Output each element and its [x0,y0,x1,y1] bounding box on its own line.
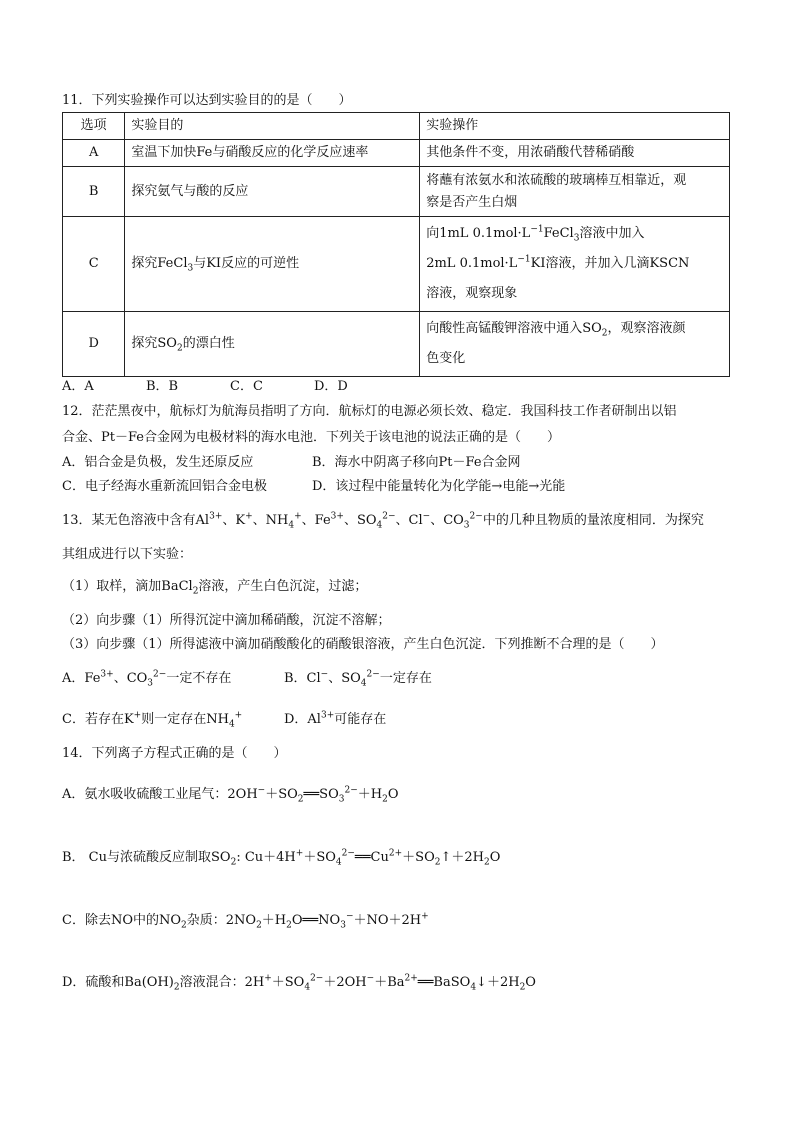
q11-choices [62,378,348,396]
q12-choice-c[interactable]: C．电子经海水重新流回铝合金电极 [62,479,267,494]
q12-stem-line1: 12．茫茫黑夜中，航标灯为航海员指明了方向．航标灯的电源必须长效、稳定．我国科技工作者研制出以铝 [62,404,677,419]
table-row [63,167,730,217]
q13-step3: （3）向步骤（1）所得滤液中滴加硝酸酸化的硝酸银溶液，产生白色沉淀．下列推断不合理的是（ ） [62,637,664,652]
q11-choice-d[interactable]: D．D [314,379,348,394]
row-operation: 向酸性高锰酸钾溶液中通入$SO_2$，观察溶液颜 色变化 [420,312,730,377]
q14-stem: 14．下列离子方程式正确的是（ ） [62,746,287,761]
q11-choice-b[interactable]: B．B [146,379,179,394]
row-option: C [63,217,125,312]
q12-choice-b[interactable]: B．海水中阴离子移向Pt－Fe合金网 [312,455,521,470]
q11-choice-a[interactable]: A．A [62,379,94,394]
table-row [63,312,730,377]
row-goal: 探究氨气与酸的反应 [125,167,420,217]
row-operation: 将蘸有浓氨水和浓硫酸的玻璃棒互相靠近，观 察是否产生白烟 [420,167,730,217]
q13-stem-line1: 13．某无色溶液中含有$Al^{3+}$、K+、$NH_4^+$、$Fe^{3+}$、$SO_4^{2-}$、Cl−、$CO_3^{2-}$中的几种且物质的量浓度相同．为探究 [62,511,704,531]
row-option: D [63,312,125,377]
row-goal: 探究$SO_2$的漂白性 [125,312,420,377]
q13-choices-row2 [62,711,386,729]
row-goal: 室温下加快Fe与硝酸反应的化学反应速率 [125,140,420,167]
row-goal: 探究FeCl$_3$与KI反应的可逆性 [125,217,420,312]
q11-stem: 11．下列实验操作可以达到实验目的的是（ ） [62,93,352,108]
row-option: B [63,167,125,217]
q13-stem-line2: 其组成进行以下实验： [62,547,193,562]
q13-choice-a[interactable]: A．$Fe^{3+}$、$CO_3^{2-}$一定不存在 [62,669,232,689]
q13-choice-d[interactable]: D．$Al^{3+}$可能存在 [284,710,387,727]
q13-step1: （1）取样，滴加BaCl$_2$溶液，产生白色沉淀，过滤； [62,579,368,597]
col-goal-header: 实验目的 [125,113,420,140]
col-operation-header: 实验操作 [420,113,730,140]
q12-choice-a[interactable]: A．铝合金是负极，发生还原反应 [62,455,254,470]
row-option: A [63,140,125,167]
q14-choice-d[interactable]: D．硫酸和$Ba(OH)_2$溶液混合：$2H^++SO_4^{2-}+2OH^-+Ba^{2+}══BaSO_4↓+2H_2O$ [62,973,536,993]
q12-choice-d[interactable]: D．该过程中能量转化为化学能→电能→光能 [312,479,566,494]
q12-stem-line2: 合金、Pt－Fe合金网为电极材料的海水电池．下列关于该电池的说法正确的是（ ） [62,430,560,445]
table-row [63,217,730,312]
q13-choice-b[interactable]: B．Cl−、$SO_4^{2-}$一定存在 [284,669,432,689]
q14-choice-b[interactable]: B． Cu与浓硫酸反应制取$SO_2$: $Cu+4H^++SO_4^{2-}══Cu^{2+}+SO_2↑+2H_2O$ [62,848,501,868]
table-header-row [63,113,730,140]
q14-choice-c[interactable]: C．除去NO中的$NO_2$杂质：$2NO_2+H_2O══NO_3^-+NO+2H^+$ [62,911,429,931]
table-row [63,140,730,167]
q11-choice-c[interactable]: C．C [230,379,263,394]
q12-choices-row2 [62,478,565,496]
q11-table [62,112,730,377]
row-operation: 其他条件不变，用浓硝酸代替稀硝酸 [420,140,730,167]
q14-choice-a[interactable]: A．氨水吸收硫酸工业尾气：$2OH^-+SO_2══SO_3^{2-}+H_2O$ [62,785,399,805]
q13-choice-c[interactable]: C．若存在K+则一定存在$NH_4^+$ [62,710,243,730]
q13-choices-row1 [62,670,432,688]
col-option-header: 选项 [63,113,125,140]
q12-choices-row1 [62,454,521,472]
q13-step2: （2）向步骤（1）所得沉淀中滴加稀硝酸，沉淀不溶解； [62,613,391,628]
row-operation: 向1mL $0.1mol\cdot L^{-1}FeCl_3$溶液中加入 2mL $0.1mol\cdot L^{-1}KI$溶液，并加入几滴KSCN 溶液，观察现象 [420,217,730,312]
